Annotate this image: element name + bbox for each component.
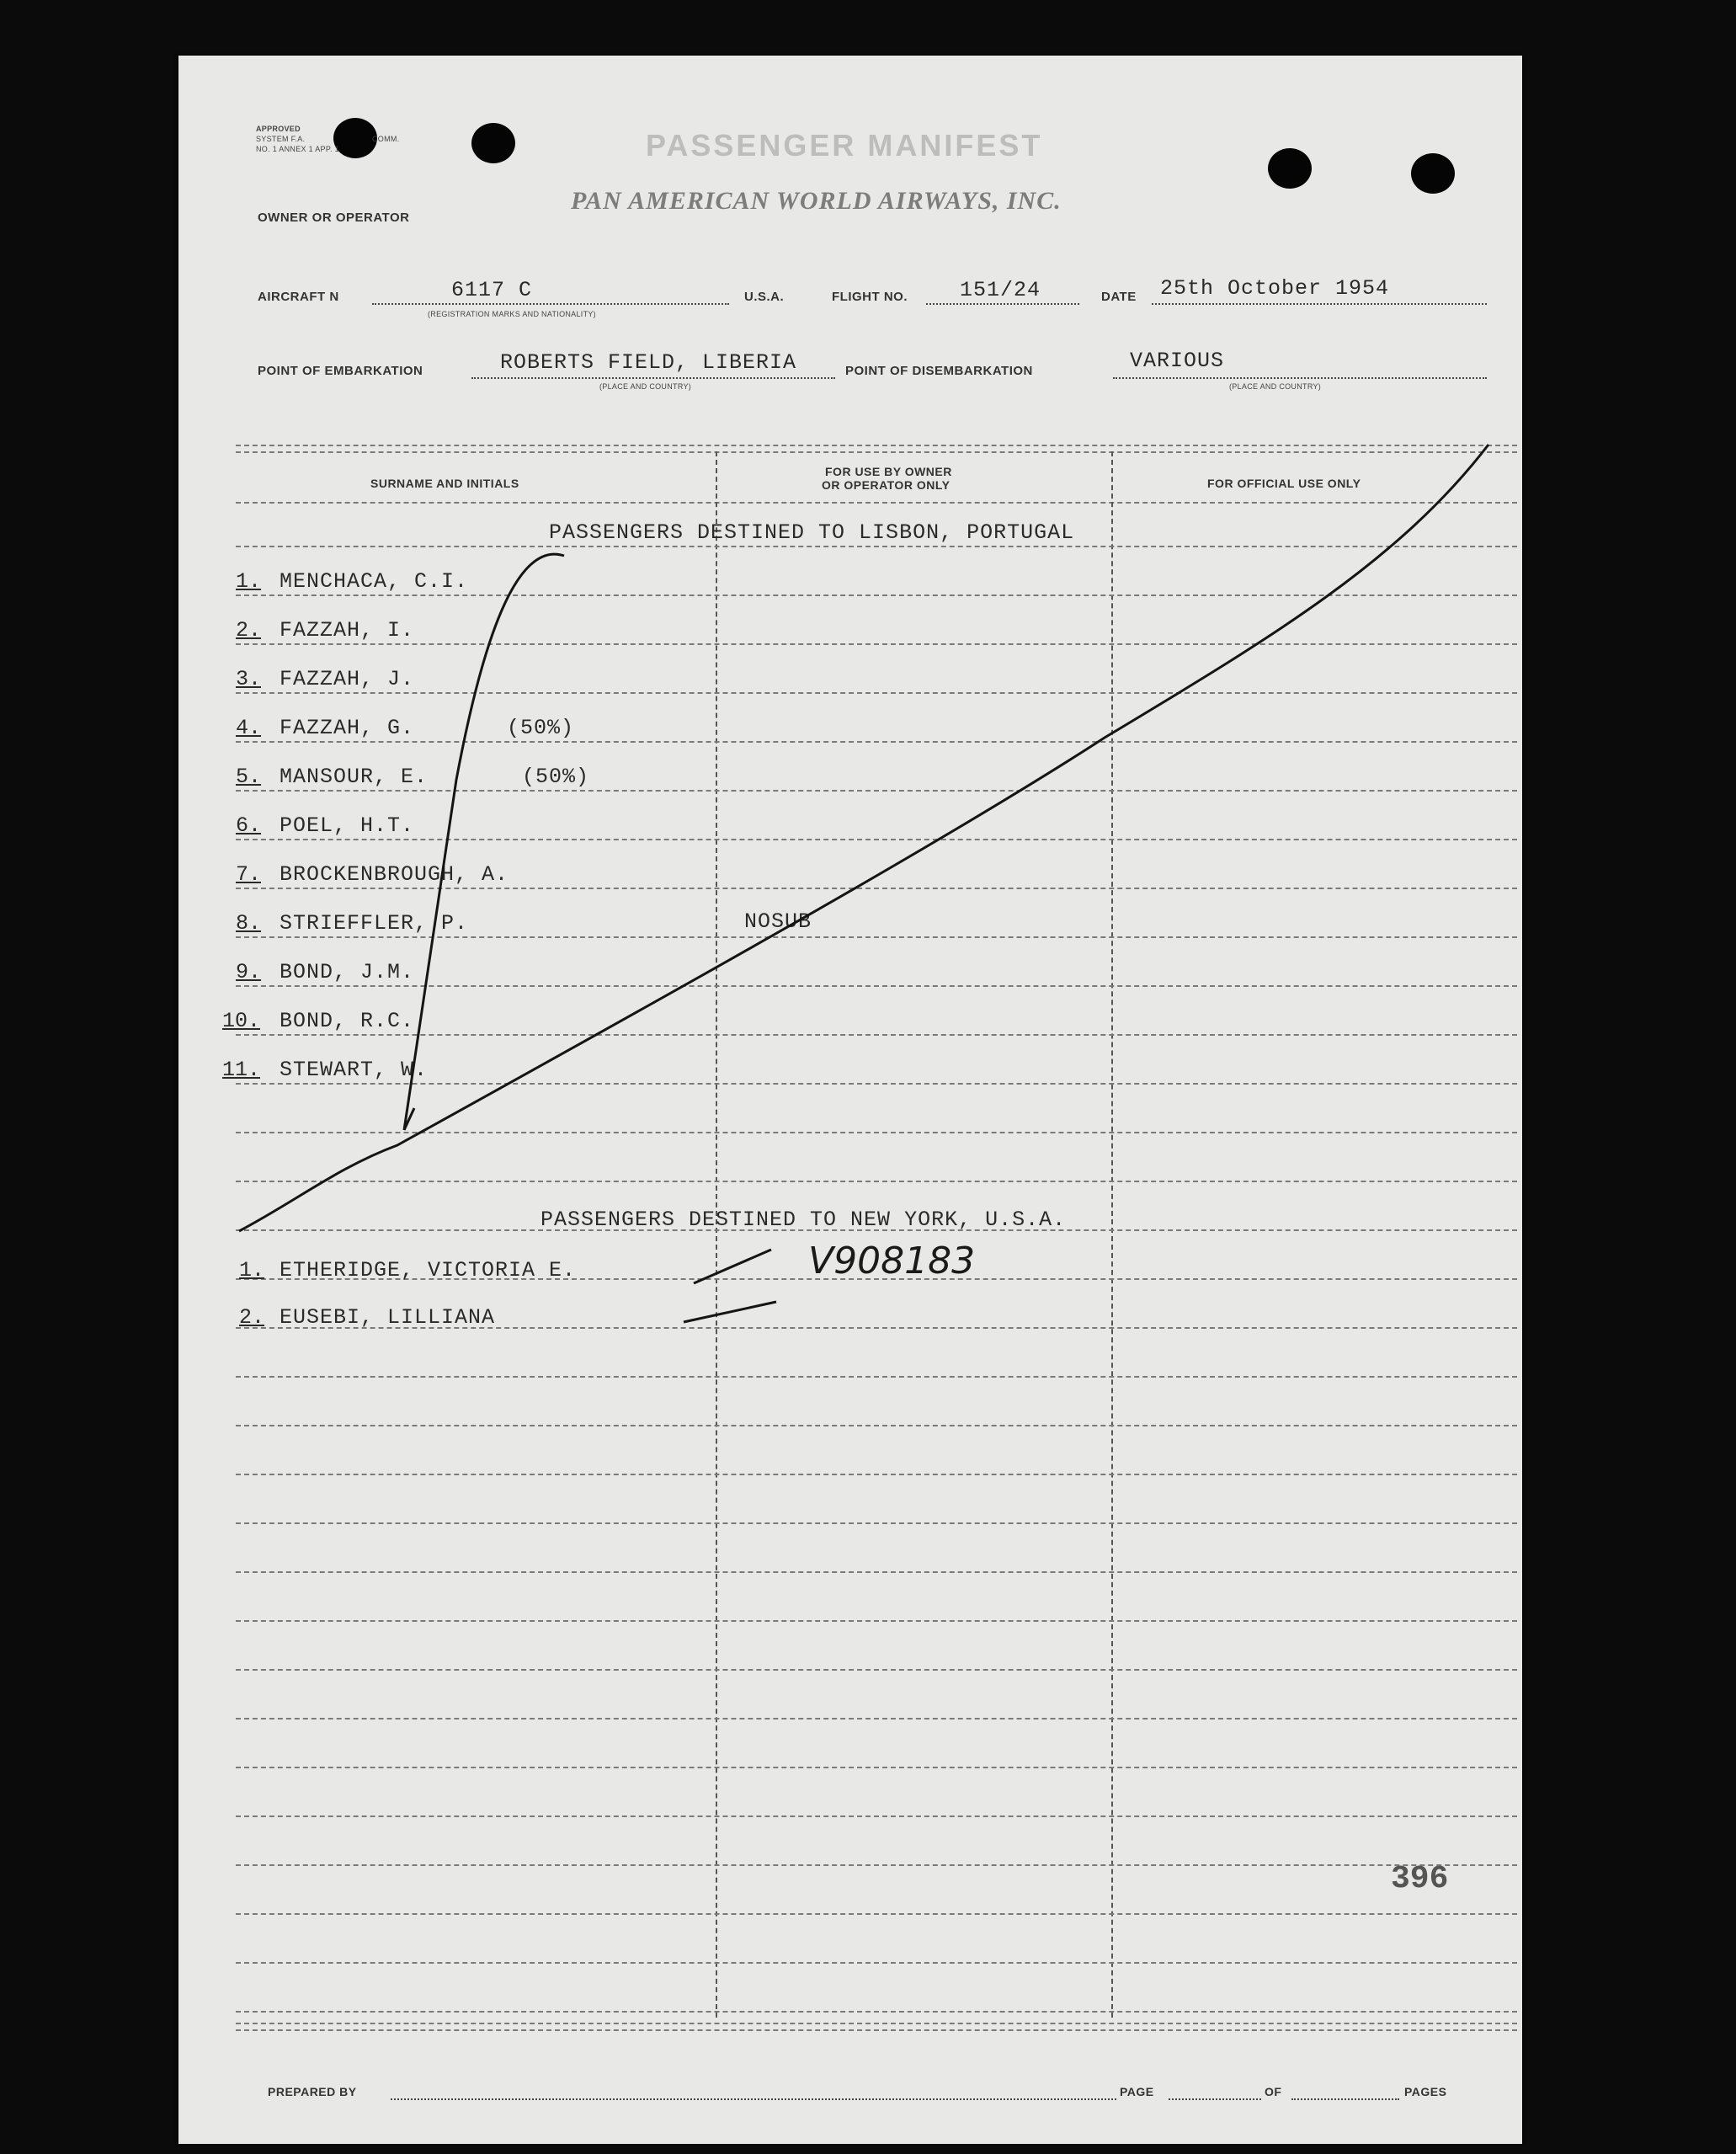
embark-place-note: (PLACE AND COUNTRY) (599, 382, 692, 391)
passenger-number: 2. (236, 618, 262, 642)
passenger-number: 8. (236, 911, 262, 936)
passenger-name: FAZZAH, I. (280, 618, 415, 642)
approval-line: APPROVED (256, 125, 301, 133)
passenger-name: FAZZAH, G. (280, 716, 415, 740)
operator-name: PAN AMERICAN WORLD AIRWAYS, INC. (571, 187, 1062, 215)
flight-value: 151/24 (960, 278, 1041, 302)
date-value: 25th October 1954 (1160, 276, 1390, 301)
passenger-number: 1. (239, 1258, 265, 1282)
passenger-number: 10. (222, 1009, 261, 1033)
passenger-name: MANSOUR, E. (280, 765, 429, 789)
embark-value: ROBERTS FIELD, LIBERIA (500, 350, 797, 375)
column-owner-use-2: OR OPERATOR ONLY (822, 478, 951, 492)
passenger-name: FAZZAH, J. (280, 667, 415, 691)
of-label: OF (1265, 2085, 1282, 2098)
passenger-name: EUSEBI, LILLIANA (280, 1305, 496, 1330)
group-heading-new-york: PASSENGERS DESTINED TO NEW YORK, U.S.A. (541, 1208, 1067, 1232)
aircraft-label: AIRCRAFT N (258, 290, 339, 304)
page-stamp: 396 (1391, 1861, 1449, 1897)
tick-mark (684, 1302, 776, 1322)
passenger-number: 5. (236, 765, 262, 789)
manifest-sheet (178, 56, 1522, 2144)
passenger-name: ETHERIDGE, VICTORIA E. (280, 1258, 577, 1282)
passenger-number: 11. (222, 1058, 261, 1082)
passenger-name: BOND, R.C. (280, 1009, 415, 1033)
column-official: FOR OFFICIAL USE ONLY (1207, 477, 1361, 490)
column-owner-use-1: FOR USE BY OWNER (825, 465, 952, 478)
ink-marks (178, 56, 1522, 2144)
owner-note: NOSUB (744, 909, 812, 934)
passenger-name: STEWART, W. (280, 1058, 429, 1082)
approval-line: NO. 1 ANNEX 1 APP. 1 (256, 145, 339, 153)
passenger-share-note: (50%) (522, 765, 590, 789)
form-title: PASSENGER MANIFEST (646, 128, 1043, 163)
passenger-number: 2. (239, 1305, 265, 1330)
date-label: DATE (1101, 290, 1137, 304)
aircraft-value: 6117 C (451, 278, 533, 302)
pages-label: PAGES (1404, 2085, 1447, 2098)
approval-line: SYSTEM F.A. (256, 135, 306, 143)
passenger-number: 9. (236, 960, 262, 984)
embark-label: POINT OF EMBARKATION (258, 364, 423, 378)
country-label: U.S.A. (744, 290, 785, 304)
owner-label: OWNER OR OPERATOR (258, 211, 410, 225)
handwritten-visa-number: V908183 (808, 1240, 976, 1282)
page-label: PAGE (1120, 2085, 1154, 2098)
flight-label: FLIGHT NO. (832, 290, 908, 304)
passenger-number: 3. (236, 667, 262, 691)
disembark-value: VARIOUS (1130, 349, 1225, 373)
group-heading-lisbon: PASSENGERS DESTINED TO LISBON, PORTUGAL (549, 520, 1075, 545)
passenger-number: 6. (236, 813, 262, 838)
approval-line: COMM. (372, 135, 400, 143)
disembark-label: POINT OF DISEMBARKATION (845, 364, 1033, 378)
prepared-by-label: PREPARED BY (268, 2085, 357, 2098)
disembark-place-note: (PLACE AND COUNTRY) (1229, 382, 1322, 391)
column-surname: SURNAME AND INITIALS (370, 477, 519, 490)
registration-note: (REGISTRATION MARKS AND NATIONALITY) (428, 310, 596, 318)
passenger-name: POEL, H.T. (280, 813, 415, 838)
passenger-share-note: (50%) (507, 716, 575, 740)
passenger-name: MENCHACA, C.I. (280, 569, 469, 594)
diagonal-strike-line (239, 445, 1488, 1231)
passenger-name: BROCKENBROUGH, A. (280, 862, 509, 887)
passenger-number: 1. (236, 569, 262, 594)
passenger-name: BOND, J.M. (280, 960, 415, 984)
tick-mark (694, 1250, 771, 1283)
passenger-name: STRIEFFLER, P. (280, 911, 469, 936)
passenger-number: 7. (236, 862, 262, 887)
passenger-number: 4. (236, 716, 262, 740)
curved-check-mark (404, 554, 564, 1130)
